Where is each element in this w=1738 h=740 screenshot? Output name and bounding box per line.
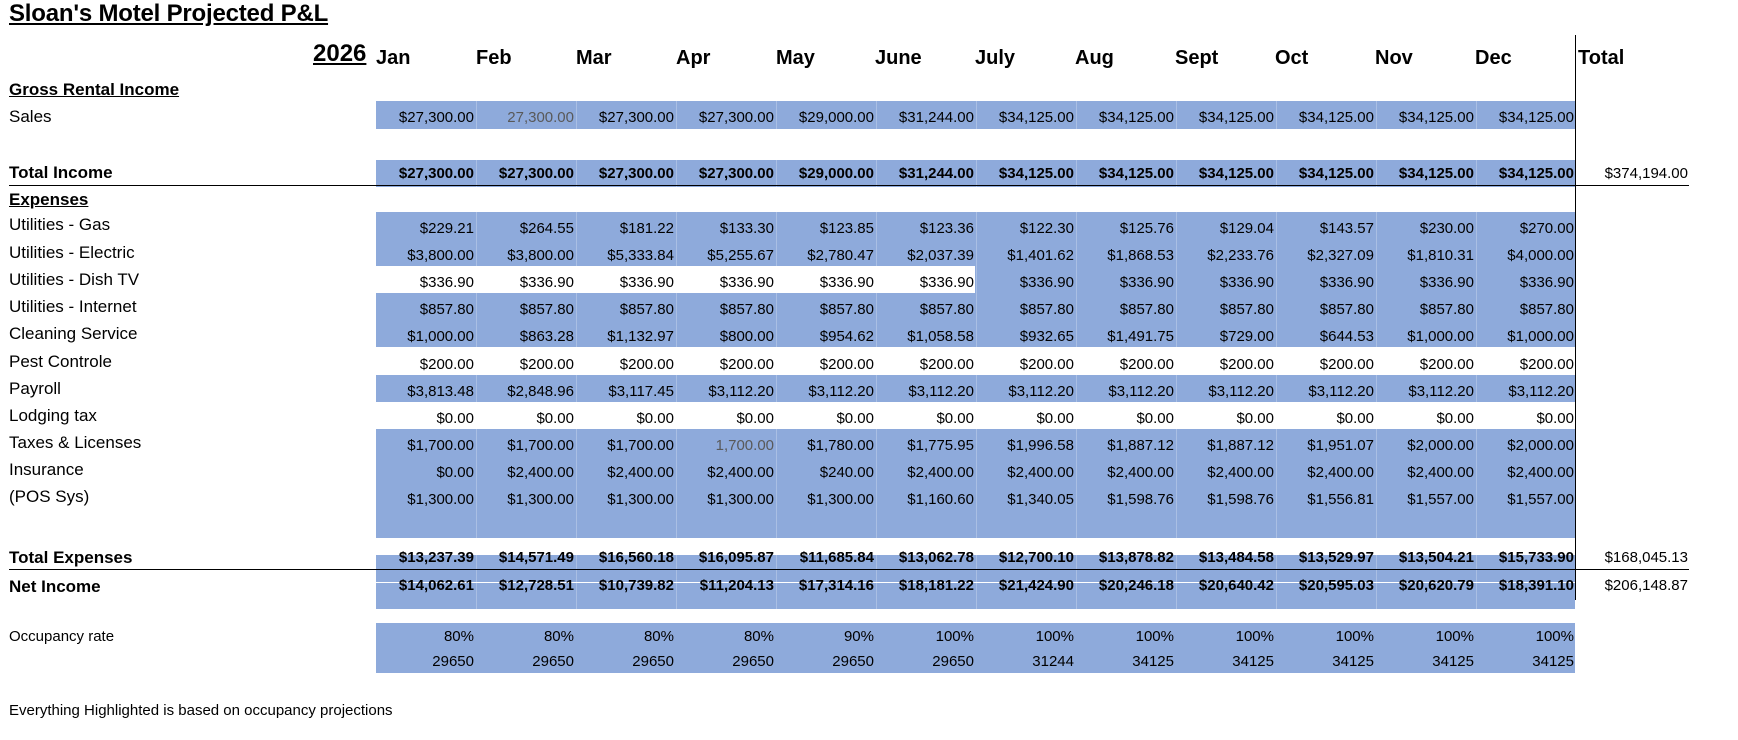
occupancy-cell: 100%: [1135, 628, 1174, 645]
expense-cell: $200.00: [1019, 356, 1074, 373]
total-income-cell: $34,125.00: [998, 165, 1074, 182]
total-income-cell: $34,125.00: [1498, 165, 1574, 182]
expense-cell: $336.90: [1419, 274, 1474, 291]
total-income-cell: $34,125.00: [1198, 165, 1274, 182]
expense-cell: $857.80: [919, 301, 974, 318]
total-income-cell: $29,000.00: [798, 165, 874, 182]
expense-cell: $200.00: [1219, 356, 1274, 373]
expense-cell: $200.00: [419, 356, 474, 373]
expense-cell: $3,112.20: [1208, 383, 1274, 400]
expense-cell: $3,813.48: [407, 383, 474, 400]
expense-cell: $3,112.20: [1008, 383, 1074, 400]
total-expenses-cell: $13,484.58: [1198, 549, 1274, 566]
sales-cell: $34,125.00: [998, 109, 1074, 126]
expense-cell: $0.00: [936, 410, 974, 427]
total-income-cell: $27,300.00: [598, 165, 674, 182]
sales-cell: $27,300.00: [698, 109, 774, 126]
expense-cell: $2,400.00: [607, 464, 674, 481]
expense-cell: $1,700.00: [607, 437, 674, 454]
total-income-label: Total Income: [9, 163, 113, 182]
expense-cell: $240.00: [819, 464, 874, 481]
expense-cell: $1,868.53: [1107, 247, 1174, 264]
expense-cell: $229.21: [419, 220, 474, 237]
expense-cell: $336.90: [1119, 274, 1174, 291]
expense-cell: $1,557.00: [1507, 491, 1574, 508]
occupancy-projection-cell: 29650: [432, 653, 474, 670]
expense-cell: $1,780.00: [807, 437, 874, 454]
net-income-cell: $20,620.79: [1398, 577, 1474, 594]
expense-cell: $1,300.00: [607, 491, 674, 508]
month-header-july: July: [975, 47, 1016, 69]
expense-cell: $857.80: [619, 301, 674, 318]
expense-cell: $3,112.20: [1408, 383, 1474, 400]
expense-cell: $3,112.20: [708, 383, 774, 400]
expense-cell: $0.00: [736, 410, 774, 427]
expense-cell: $336.90: [419, 274, 474, 291]
expense-cell: $125.76: [1119, 220, 1174, 237]
expense-cell: $2,037.39: [907, 247, 974, 264]
month-header-aug: Aug: [1075, 47, 1114, 69]
expense-cell: $1,491.75: [1107, 328, 1174, 345]
total-expenses-cell: $13,504.21: [1398, 549, 1474, 566]
net-income-total: $206,148.87: [1604, 577, 1688, 594]
expense-cell: $336.90: [919, 274, 974, 291]
expense-cell: $2,400.00: [907, 464, 974, 481]
sales-cell: $34,125.00: [1298, 109, 1374, 126]
expense-cell: $1,700.00: [407, 437, 474, 454]
expense-cell: $1,000.00: [1407, 328, 1474, 345]
expense-cell: $336.90: [719, 274, 774, 291]
expense-cell: $1,000.00: [407, 328, 474, 345]
expense-cell: $200.00: [1419, 356, 1474, 373]
expense-label: Cleaning Service: [9, 324, 138, 343]
expense-label: Utilities - Internet: [9, 297, 137, 316]
expense-cell: $123.36: [919, 220, 974, 237]
expense-cell: $0.00: [1036, 410, 1074, 427]
sales-cell: $34,125.00: [1198, 109, 1274, 126]
total-income-total: $374,194.00: [1604, 165, 1688, 182]
total-header: Total: [1578, 47, 1625, 69]
expense-cell: $336.90: [1219, 274, 1274, 291]
expense-cell: $857.80: [1119, 301, 1174, 318]
expense-cell: $1,951.07: [1307, 437, 1374, 454]
expense-cell: $1,300.00: [707, 491, 774, 508]
expense-cell: $129.04: [1219, 220, 1274, 237]
total-expenses-cell: $13,062.78: [898, 549, 974, 566]
expense-cell: $230.00: [1419, 220, 1474, 237]
expense-cell: $644.53: [1319, 328, 1374, 345]
expense-cell: $3,800.00: [507, 247, 574, 264]
expense-cell: $0.00: [436, 464, 474, 481]
total-expenses-cell: $12,700.10: [998, 549, 1074, 566]
expense-cell: $336.90: [1019, 274, 1074, 291]
expense-cell: $200.00: [1519, 356, 1574, 373]
expense-cell: $2,400.00: [1007, 464, 1074, 481]
total-expenses-cell: $13,878.82: [1098, 549, 1174, 566]
expense-cell: $800.00: [719, 328, 774, 345]
expense-cell: $1,996.58: [1007, 437, 1074, 454]
total-income-cell: $34,125.00: [1098, 165, 1174, 182]
total-expenses-cell: $15,733.90: [1498, 549, 1574, 566]
expense-cell: $3,112.20: [808, 383, 874, 400]
occupancy-cell: 100%: [1035, 628, 1074, 645]
expense-cell: $932.65: [1019, 328, 1074, 345]
expense-label: Pest Controle: [9, 352, 112, 371]
expense-cell: $1,300.00: [807, 491, 874, 508]
expense-cell: $857.80: [1319, 301, 1374, 318]
expense-cell: $1,300.00: [407, 491, 474, 508]
total-expenses-cell: $16,095.87: [698, 549, 774, 566]
total-income-cell: $34,125.00: [1298, 165, 1374, 182]
month-header-dec: Dec: [1475, 47, 1512, 69]
expense-cell: $4,000.00: [1507, 247, 1574, 264]
expense-cell: $1,556.81: [1307, 491, 1374, 508]
sales-cell: $27,300.00: [598, 109, 674, 126]
expense-cell: $270.00: [1519, 220, 1574, 237]
occupancy-cell: 100%: [935, 628, 974, 645]
total-column-divider: [1575, 35, 1576, 600]
expense-cell: $3,112.20: [1308, 383, 1374, 400]
expense-label: Utilities - Electric: [9, 243, 135, 262]
expense-cell: $2,400.00: [507, 464, 574, 481]
expense-cell: $1,401.62: [1007, 247, 1074, 264]
expense-cell: $122.30: [1019, 220, 1074, 237]
expense-cell: $2,400.00: [1107, 464, 1174, 481]
sheet-title: Sloan's Motel Projected P&L: [9, 0, 329, 27]
month-header-sept: Sept: [1175, 47, 1219, 69]
occupancy-cell: 90%: [843, 628, 874, 645]
footnote: Everything Highlighted is based on occupancy projections: [9, 702, 393, 719]
expense-cell: $0.00: [1136, 410, 1174, 427]
expense-cell: $1,775.95: [907, 437, 974, 454]
gross-rental-income-label: Gross Rental Income: [9, 80, 180, 99]
expense-cell: $200.00: [519, 356, 574, 373]
expense-cell: $857.80: [1019, 301, 1074, 318]
expense-cell: $2,400.00: [1207, 464, 1274, 481]
expense-cell: $2,400.00: [707, 464, 774, 481]
expense-cell: $5,333.84: [607, 247, 674, 264]
expense-cell: $1,598.76: [1107, 491, 1174, 508]
expense-label: Utilities - Gas: [9, 215, 111, 234]
sales-cell: $29,000.00: [798, 109, 874, 126]
expense-cell: $1,598.76: [1207, 491, 1274, 508]
occupancy-projection-cell: 29650: [632, 653, 674, 670]
total-income-cell: $31,244.00: [898, 165, 974, 182]
net-income-cell: $11,204.13: [699, 577, 774, 594]
expense-cell: $857.80: [719, 301, 774, 318]
expense-cell: $2,233.76: [1207, 247, 1274, 264]
total-expenses-cell: $11,685.84: [799, 549, 874, 566]
expense-cell: $1,887.12: [1107, 437, 1174, 454]
occupancy-projection-cell: 31244: [1032, 653, 1074, 670]
year-header: 2026: [313, 40, 367, 67]
total-expenses-cell: $13,237.39: [398, 549, 474, 566]
total-expenses-cell: $14,571.49: [498, 549, 574, 566]
expense-cell: $336.90: [819, 274, 874, 291]
occupancy-cell: 80%: [643, 628, 674, 645]
expense-cell: $3,112.20: [1508, 383, 1574, 400]
expense-cell: $336.90: [519, 274, 574, 291]
net-income-cell: $14,062.61: [398, 577, 474, 594]
expense-cell: $857.80: [1419, 301, 1474, 318]
expense-cell: $5,255.67: [707, 247, 774, 264]
net-income-cell: $21,424.90: [998, 577, 1074, 594]
occupancy-cell: 100%: [1335, 628, 1374, 645]
expense-cell: $181.22: [619, 220, 674, 237]
expense-cell: $1,000.00: [1507, 328, 1574, 345]
month-header-apr: Apr: [676, 47, 711, 69]
total-income-cell: $34,125.00: [1398, 165, 1474, 182]
expense-cell: $0.00: [536, 410, 574, 427]
occupancy-cell: 100%: [1535, 628, 1574, 645]
net-income-cell: $12,728.51: [498, 577, 574, 594]
total-expenses-cell: $13,529.97: [1298, 549, 1374, 566]
expense-cell: $2,000.00: [1407, 437, 1474, 454]
expense-label: Taxes & Licenses: [9, 433, 142, 452]
total-income-cell: $27,300.00: [698, 165, 774, 182]
month-header-nov: Nov: [1375, 47, 1413, 69]
expense-cell: $336.90: [1519, 274, 1574, 291]
net-income-cell: $20,246.18: [1098, 577, 1174, 594]
month-header-mar: Mar: [576, 47, 612, 69]
total-income-cell: $27,300.00: [498, 165, 574, 182]
sales-cell: $34,125.00: [1098, 109, 1174, 126]
net-income-cell: $18,181.22: [898, 577, 974, 594]
expense-cell: $857.80: [819, 301, 874, 318]
expense-cell: $200.00: [719, 356, 774, 373]
occupancy-projection-cell: 29650: [732, 653, 774, 670]
expense-cell: $336.90: [619, 274, 674, 291]
expense-cell: $857.80: [419, 301, 474, 318]
expense-label: Lodging tax: [9, 406, 97, 425]
total-expenses-label: Total Expenses: [9, 548, 133, 567]
month-header-jan: Jan: [376, 47, 411, 69]
occupancy-label: Occupancy rate: [9, 628, 115, 645]
expense-cell: $729.00: [1219, 328, 1274, 345]
expense-cell: $0.00: [836, 410, 874, 427]
expense-cell: $2,400.00: [1507, 464, 1574, 481]
month-header-june: June: [875, 47, 922, 69]
expense-cell: $133.30: [719, 220, 774, 237]
expense-cell: $3,112.20: [908, 383, 974, 400]
expense-label: Payroll: [9, 379, 61, 398]
expense-cell: $0.00: [1536, 410, 1574, 427]
expense-cell: $123.85: [819, 220, 874, 237]
expense-cell: $857.80: [1219, 301, 1274, 318]
occupancy-projection-cell: 34125: [1532, 653, 1574, 670]
sales-cell: $34,125.00: [1398, 109, 1474, 126]
net-income-label: Net Income: [9, 577, 101, 596]
occupancy-cell: 80%: [743, 628, 774, 645]
total-expenses-total: $168,045.13: [1604, 549, 1688, 566]
sales-label: Sales: [9, 107, 52, 126]
expense-cell: $1,132.97: [607, 328, 674, 345]
expense-cell: $2,848.96: [507, 383, 574, 400]
expense-cell: $0.00: [1236, 410, 1274, 427]
net-income-cell: $20,640.42: [1198, 577, 1274, 594]
total-expenses-rule: [9, 569, 1689, 570]
total-income-cell: $27,300.00: [398, 165, 474, 182]
occupancy-projection-cell: 29650: [532, 653, 574, 670]
expense-cell: $143.57: [1319, 220, 1374, 237]
month-header-may: May: [776, 47, 815, 69]
expense-cell: $1,300.00: [507, 491, 574, 508]
sales-cell: $27,300.00: [398, 109, 474, 126]
expense-cell: $1,700.00: [507, 437, 574, 454]
sales-cell: $34,125.00: [1498, 109, 1574, 126]
occupancy-projection-cell: 34125: [1432, 653, 1474, 670]
expense-cell: $0.00: [1336, 410, 1374, 427]
expense-cell: $200.00: [919, 356, 974, 373]
sales-cell: 27,300.00: [507, 109, 574, 126]
net-income-cell: $20,595.03: [1298, 577, 1374, 594]
expense-cell: $2,400.00: [1307, 464, 1374, 481]
expense-cell: $200.00: [619, 356, 674, 373]
expense-cell: $264.55: [519, 220, 574, 237]
expense-cell: $200.00: [819, 356, 874, 373]
expense-cell: $3,117.45: [608, 383, 674, 400]
expense-cell: $954.62: [819, 328, 874, 345]
net-income-cell: $18,391.10: [1498, 577, 1574, 594]
expense-cell: $1,160.60: [907, 491, 974, 508]
occupancy-cell: 80%: [543, 628, 574, 645]
total-expenses-cell: $16,560.18: [598, 549, 674, 566]
expense-cell: $863.28: [519, 328, 574, 345]
occupancy-projection-cell: 34125: [1332, 653, 1374, 670]
expense-cell: $857.80: [519, 301, 574, 318]
total-income-rule: [9, 185, 1689, 186]
expense-label: Insurance: [9, 460, 84, 479]
expense-cell: $200.00: [1319, 356, 1374, 373]
expense-cell: $0.00: [436, 410, 474, 427]
expense-cell: $1,340.05: [1007, 491, 1074, 508]
expense-cell: $2,327.09: [1307, 247, 1374, 264]
occupancy-projection-cell: 34125: [1132, 653, 1174, 670]
expense-label: (POS Sys): [9, 487, 90, 506]
expense-cell: $0.00: [1436, 410, 1474, 427]
expense-cell: $0.00: [636, 410, 674, 427]
net-income-cell: $17,314.16: [798, 577, 874, 594]
expense-cell: $1,887.12: [1207, 437, 1274, 454]
expense-cell: $3,800.00: [407, 247, 474, 264]
expense-cell: $2,400.00: [1407, 464, 1474, 481]
expense-cell: $857.80: [1519, 301, 1574, 318]
expense-cell: 1,700.00: [715, 437, 774, 454]
month-header-feb: Feb: [476, 47, 512, 69]
expense-label: Utilities - Dish TV: [9, 270, 140, 289]
expenses-label: Expenses: [9, 190, 89, 209]
occupancy-projection-cell: 34125: [1232, 653, 1274, 670]
expense-cell: $2,780.47: [807, 247, 874, 264]
occupancy-cell: 100%: [1235, 628, 1274, 645]
expense-cell: $1,557.00: [1407, 491, 1474, 508]
occupancy-projection-cell: 29650: [832, 653, 874, 670]
expense-cell: $200.00: [1119, 356, 1174, 373]
expense-cell: $3,112.20: [1108, 383, 1174, 400]
occupancy-projection-cell: 29650: [932, 653, 974, 670]
net-income-cell: $10,739.82: [598, 577, 674, 594]
expense-cell: $1,058.58: [907, 328, 974, 345]
occupancy-cell: 100%: [1435, 628, 1474, 645]
occupancy-cell: 80%: [443, 628, 474, 645]
expense-cell: $336.90: [1319, 274, 1374, 291]
month-header-oct: Oct: [1275, 47, 1309, 69]
expense-cell: $2,000.00: [1507, 437, 1574, 454]
sales-cell: $31,244.00: [898, 109, 974, 126]
expense-cell: $1,810.31: [1407, 247, 1474, 264]
